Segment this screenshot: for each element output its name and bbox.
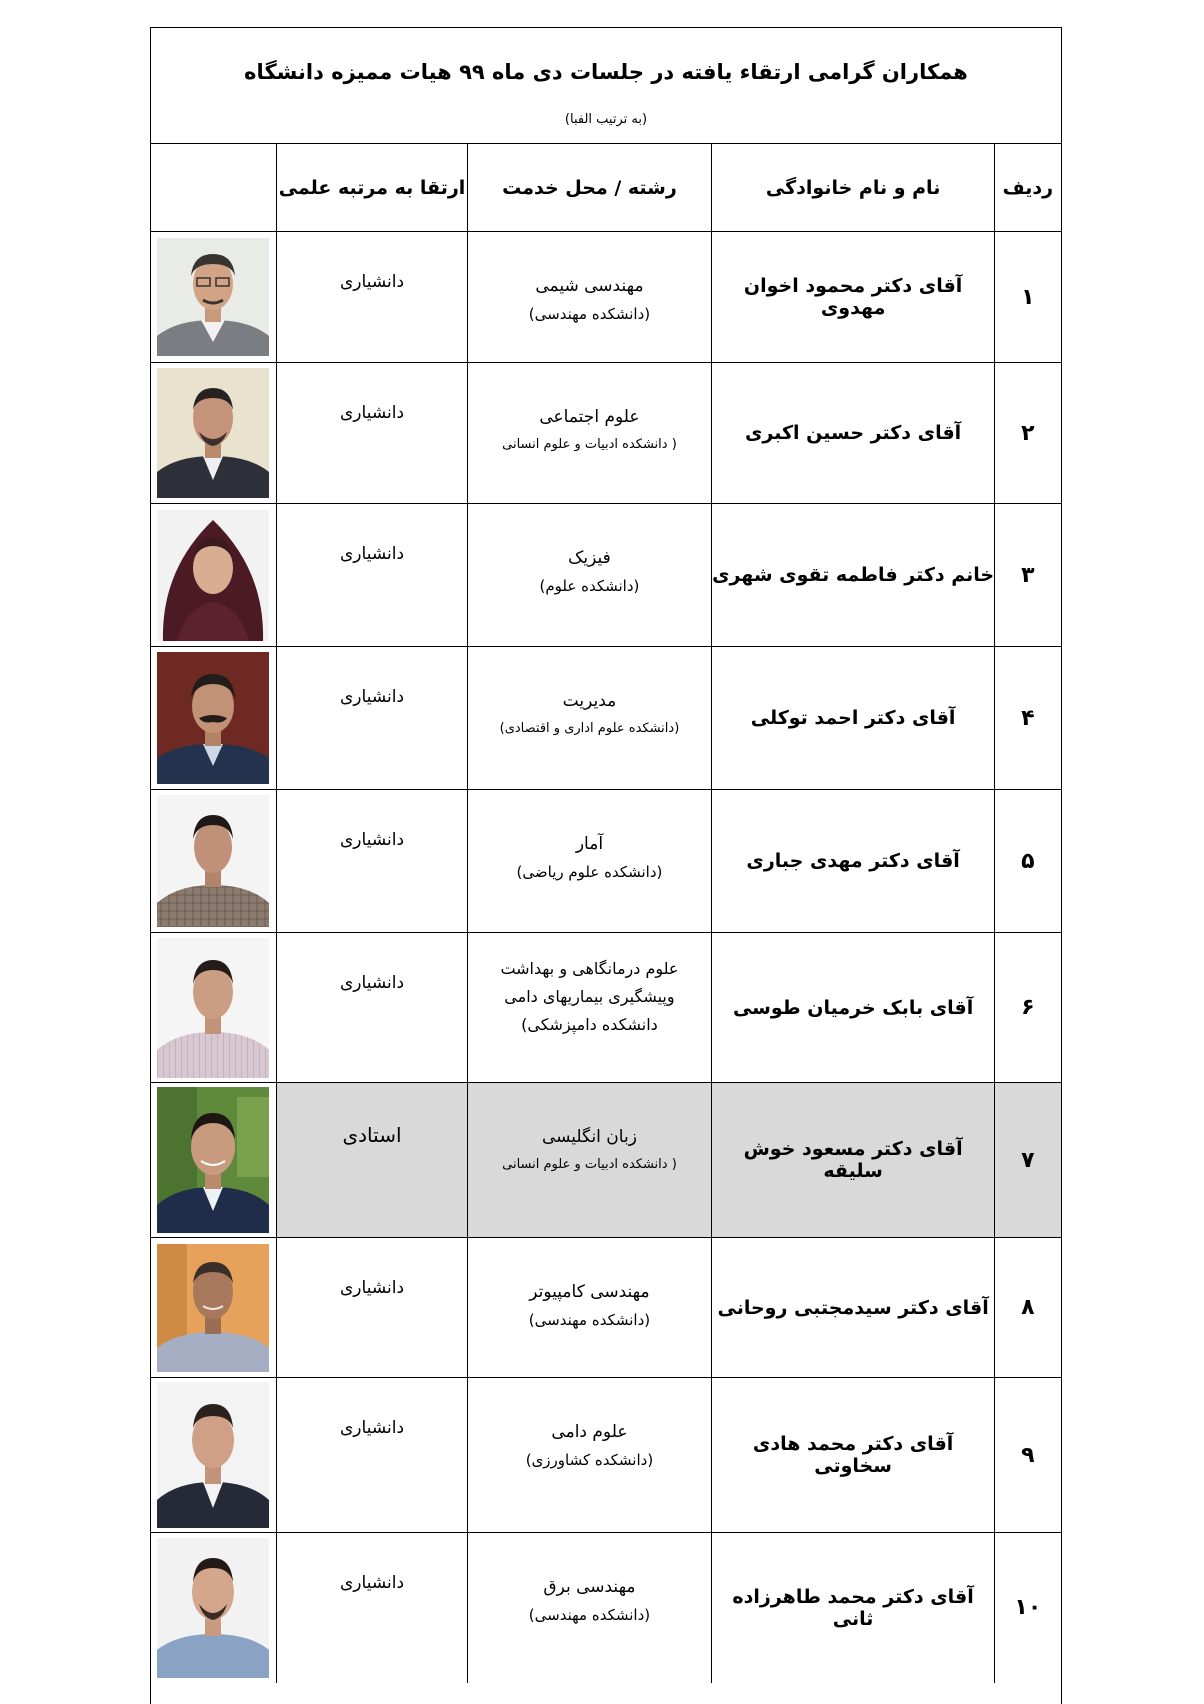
table-row <box>150 363 1061 504</box>
faculty-label: دانشکده دامپزشکی) <box>521 1015 658 1034</box>
row-number: ۸ <box>995 1238 1061 1378</box>
document-frame <box>150 27 1062 1704</box>
row-photo <box>150 647 277 790</box>
row-number: ۳ <box>995 504 1061 647</box>
faculty-label: ( دانشکده ادبیات و علوم انسانی <box>502 437 677 452</box>
row-field <box>467 1083 711 1238</box>
portrait-photo-icon <box>157 1087 269 1233</box>
row-name: آقای دکتر احمد توکلی <box>711 647 994 790</box>
row-number: ۵ <box>995 790 1061 933</box>
row-photo <box>150 933 277 1083</box>
portrait-photo-icon <box>157 238 269 356</box>
field-label: علوم دامی <box>551 1422 628 1442</box>
portrait-photo-icon <box>157 795 269 927</box>
portrait-photo-icon <box>157 938 269 1078</box>
field-label: مهندسی کامپیوتر <box>529 1282 650 1302</box>
table-row <box>150 933 1061 1083</box>
portrait-photo-icon <box>157 1382 269 1528</box>
row-field <box>467 790 711 933</box>
faculty-label: (دانشکده علوم) <box>539 577 640 595</box>
field-label: آمار <box>575 834 604 854</box>
row-number: ۷ <box>995 1083 1061 1238</box>
row-rank: دانشیاری <box>277 1533 468 1683</box>
row-number: ۶ <box>995 933 1061 1083</box>
field-label: زبان انگلیسی <box>541 1127 637 1147</box>
row-name: آقای دکتر مسعود خوش سلیقه <box>711 1083 994 1238</box>
row-number: ۴ <box>995 647 1061 790</box>
row-name: آقای دکتر محمد طاهرزاده ثانی <box>711 1533 994 1683</box>
field-label: علوم درمانگاهی و بهداشت <box>500 959 679 978</box>
row-field <box>467 504 711 647</box>
row-name: آقای دکتر سیدمجتبی روحانی <box>711 1238 994 1378</box>
row-rank: دانشیاری <box>277 790 468 933</box>
table-row <box>150 232 1061 363</box>
table-row <box>150 790 1061 933</box>
portrait-photo-icon <box>157 510 269 641</box>
header-name: نام و نام خانوادگی <box>711 144 994 232</box>
header-field: رشته / محل خدمت <box>467 144 711 232</box>
row-number: ۹ <box>995 1378 1061 1533</box>
row-photo <box>150 1533 277 1683</box>
row-name: خانم دکتر فاطمه تقوی شهری <box>711 504 994 647</box>
row-field <box>467 647 711 790</box>
row-name: آقای بابک خرمیان طوسی <box>711 933 994 1083</box>
faculty-label: (دانشکده کشاورزی) <box>525 1451 654 1469</box>
row-field <box>467 363 711 504</box>
row-photo <box>150 1238 277 1378</box>
portrait-photo-icon <box>157 368 269 498</box>
table-row <box>150 1533 1061 1683</box>
row-field <box>467 933 711 1083</box>
row-field <box>467 1378 711 1533</box>
row-number: ۱ <box>995 232 1061 363</box>
row-photo <box>150 790 277 933</box>
table-row <box>150 504 1061 647</box>
row-rank: دانشیاری <box>277 647 468 790</box>
row-photo <box>150 1083 277 1238</box>
document-header <box>151 28 1061 144</box>
row-photo <box>150 1378 277 1533</box>
portrait-photo-icon <box>157 652 269 784</box>
header-num: ردیف <box>995 144 1061 232</box>
row-field <box>467 1533 711 1683</box>
header-photo <box>150 144 277 232</box>
field-label: فیزیک <box>568 548 611 568</box>
faculty-label: (دانشکده مهندسی) <box>528 1311 651 1329</box>
portrait-photo-icon <box>157 1244 269 1372</box>
row-rank: استادی <box>277 1083 468 1238</box>
row-field <box>467 1238 711 1378</box>
portrait-photo-icon <box>157 1538 269 1678</box>
faculty-label: (دانشکده مهندسی) <box>528 1606 651 1624</box>
table-header-row <box>150 144 1061 232</box>
table-row <box>150 647 1061 790</box>
table-row <box>150 1238 1061 1378</box>
row-photo <box>150 504 277 647</box>
row-photo <box>150 232 277 363</box>
header-rank: ارتقا به مرتبه علمی <box>277 144 468 232</box>
faculty-label: (دانشکده علوم ریاضی) <box>516 863 663 881</box>
row-name: آقای دکتر محمود اخوان مهدوی <box>711 232 994 363</box>
table-row-highlighted <box>150 1083 1061 1238</box>
row-rank: دانشیاری <box>277 1378 468 1533</box>
promotions-table <box>150 143 1062 1683</box>
row-number: ۱۰ <box>995 1533 1061 1683</box>
faculty-label: ( دانشکده ادبیات و علوم انسانی <box>502 1157 677 1172</box>
row-rank: دانشیاری <box>277 363 468 504</box>
faculty-label: (دانشکده مهندسی) <box>528 305 651 323</box>
page-subtitle: (به ترتیب الفبا) <box>564 112 648 127</box>
field-label: مهندسی شیمی <box>535 276 644 296</box>
row-rank: دانشیاری <box>277 504 468 647</box>
field-label: مدیریت <box>562 691 617 711</box>
row-number: ۲ <box>995 363 1061 504</box>
field-label: مهندسی برق <box>543 1577 636 1597</box>
row-name: آقای دکتر مهدی جباری <box>711 790 994 933</box>
table-row <box>150 1378 1061 1533</box>
faculty-label: (دانشکده علوم اداری و اقتصادی) <box>499 721 680 736</box>
row-rank: دانشیاری <box>277 933 468 1083</box>
row-photo <box>150 363 277 504</box>
row-rank: دانشیاری <box>277 232 468 363</box>
row-name: آقای دکتر حسین اکبری <box>711 363 994 504</box>
row-name: آقای دکتر محمد هادی سخاوتی <box>711 1378 994 1533</box>
field-label: علوم اجتماعی <box>539 407 640 427</box>
row-field <box>467 232 711 363</box>
field-label-line2: وپیشگیری بیماریهای دامی <box>504 987 675 1006</box>
row-rank: دانشیاری <box>277 1238 468 1378</box>
page-title: همکاران گرامی ارتقاء یافته در جلسات دی ماه ۹۹ هیات ممیزه دانشگاه <box>244 60 968 84</box>
